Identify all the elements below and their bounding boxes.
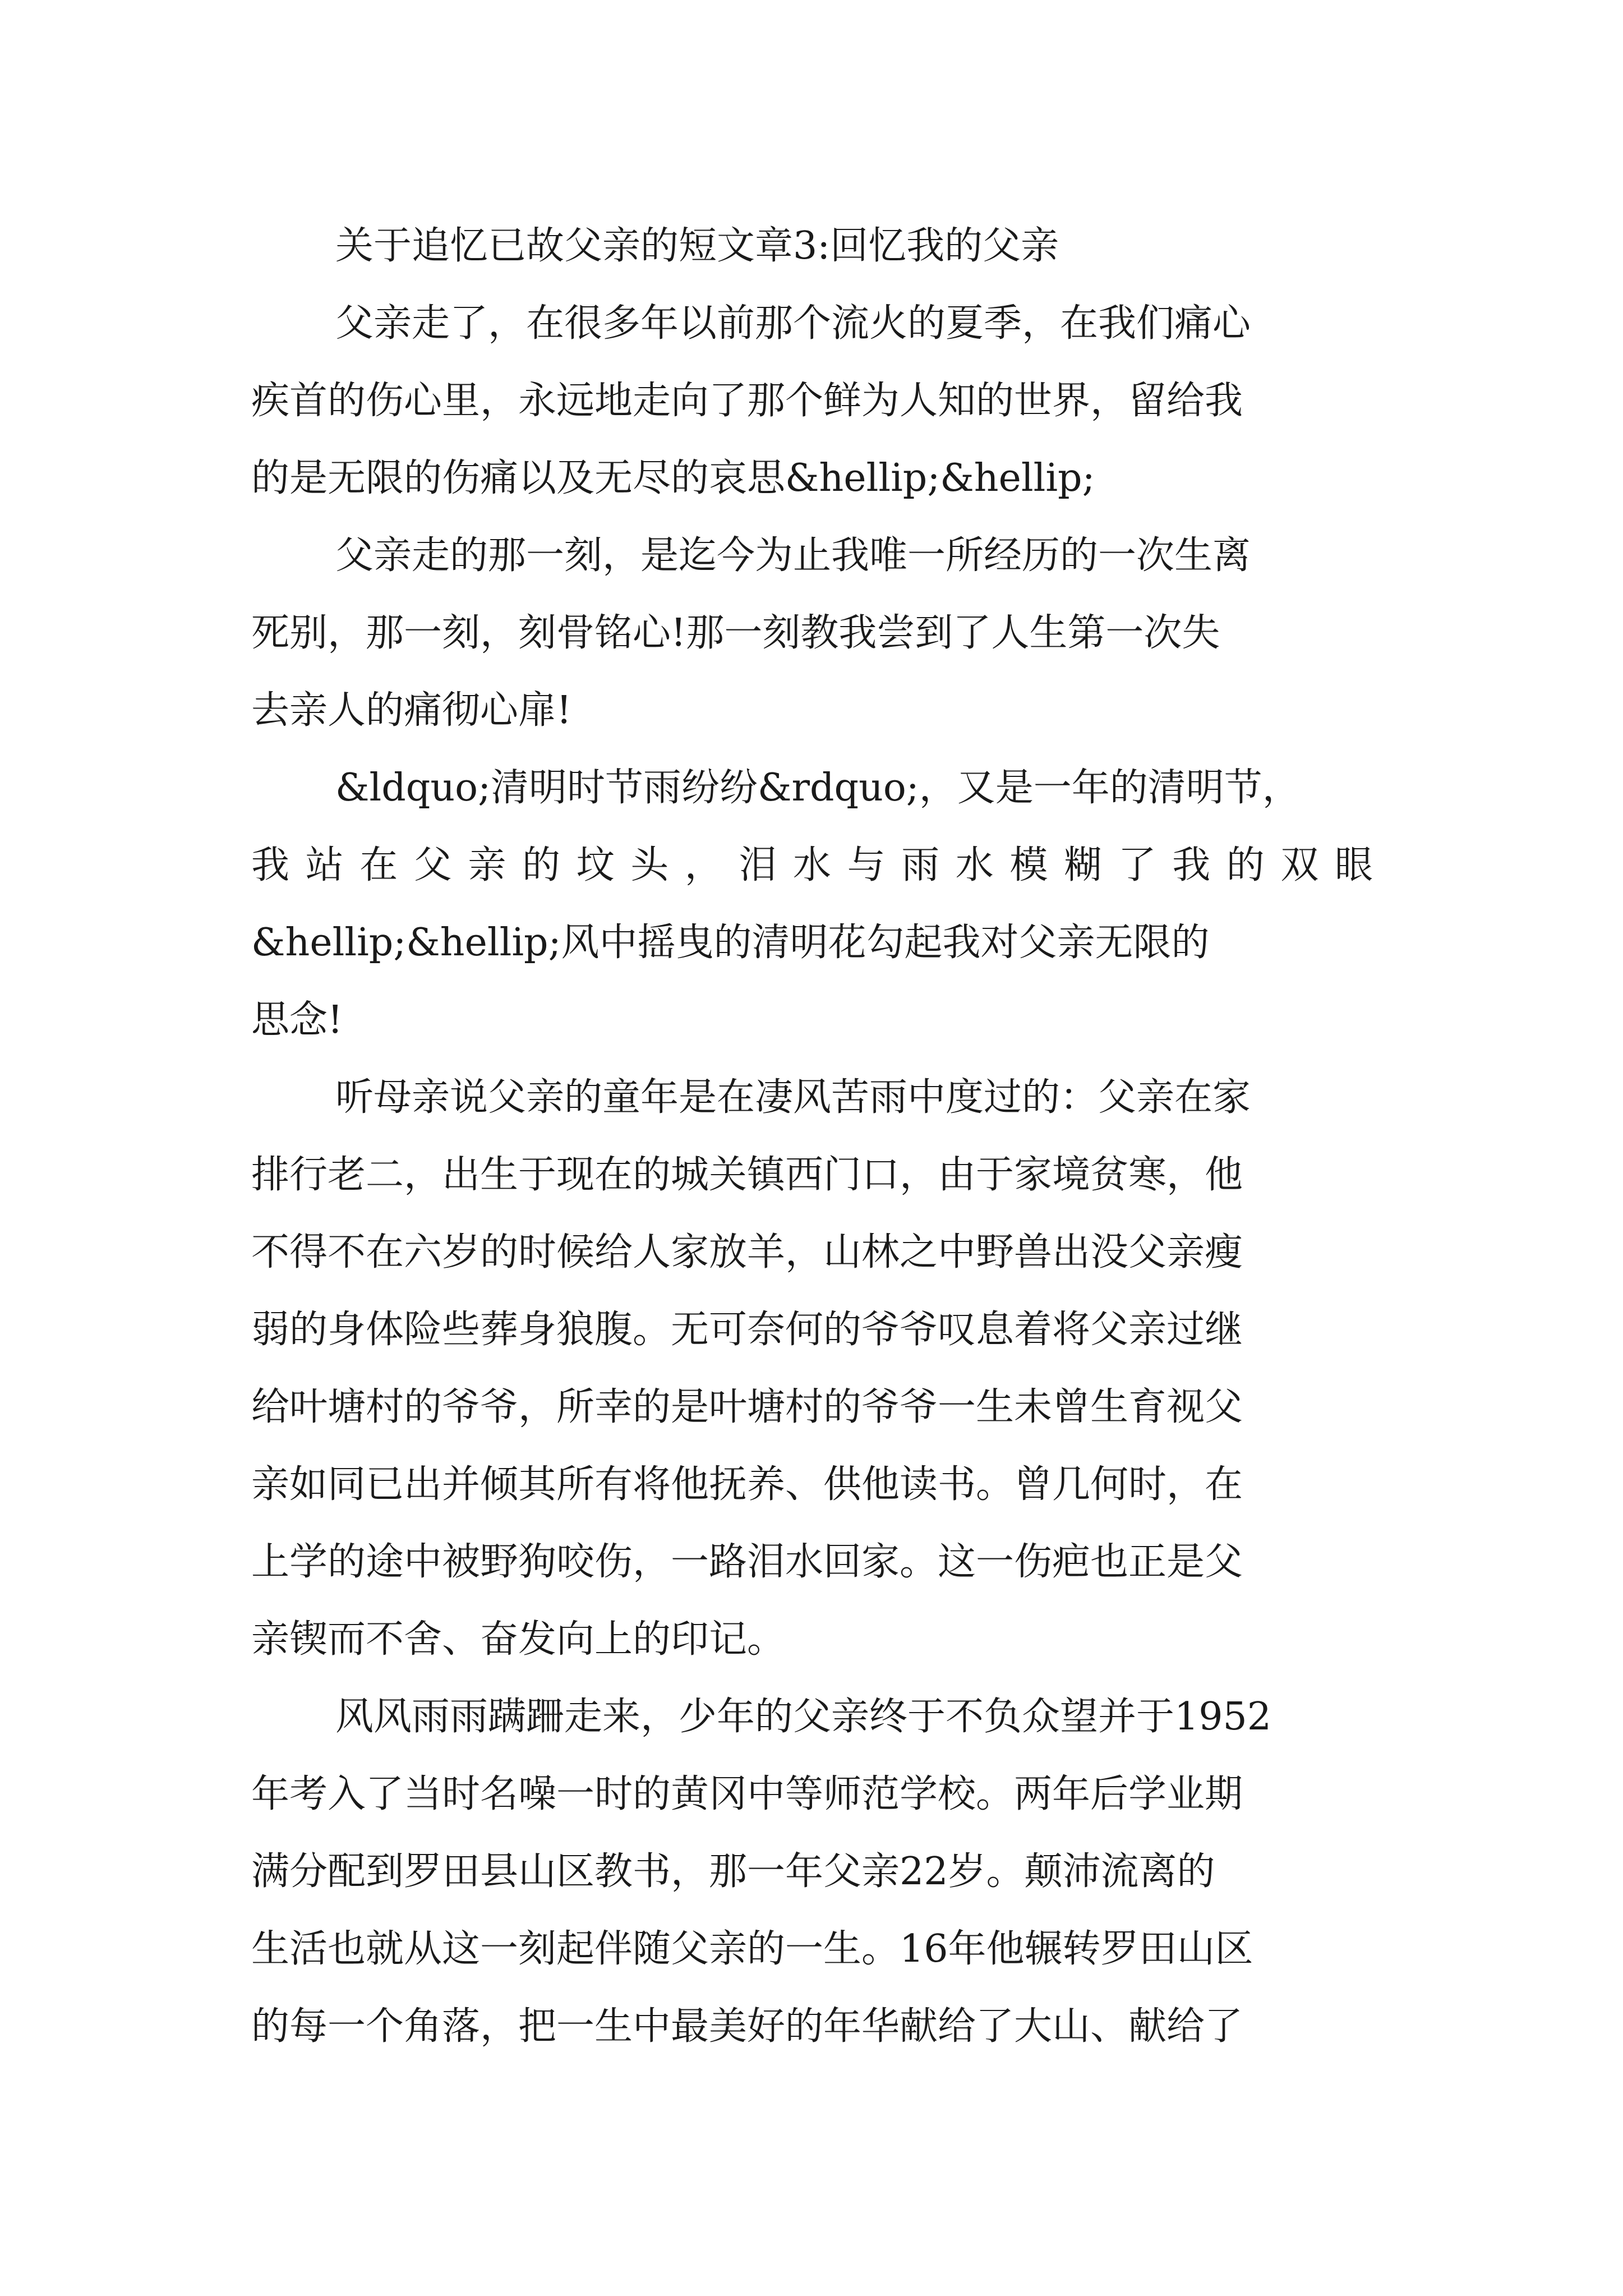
paragraph-4-line-2: 排行老二，出生于现在的城关镇西门口，由于家境贫寒，他 bbox=[251, 1153, 1243, 1197]
paragraph-4-line-5: 给叶塘村的爷爷，所幸的是叶塘村的爷爷一生未曾生育视父 bbox=[251, 1385, 1243, 1429]
paragraph-4-line-3: 不得不在六岁的时候给人家放羊，山林之中野兽出没父亲瘦 bbox=[251, 1230, 1243, 1274]
paragraph-4-line-1: 听母亲说父亲的童年是在凄风苦雨中度过的：父亲在家 bbox=[335, 1075, 1251, 1120]
paragraph-5-line-4: 生活也就从这一刻起伴随父亲的一生。16年他辗转罗田山区 bbox=[251, 1927, 1253, 1971]
paragraph-4-line-8: 亲锲而不舍、奋发向上的印记。 bbox=[251, 1617, 786, 1662]
paragraph-3-line-1: &ldquo;清明时节雨纷纷&rdquo;，又是一年的清明节， bbox=[335, 766, 1301, 810]
paragraph-2-line-2: 死别，那一刻，刻骨铭心!那一刻教我尝到了人生第一次失 bbox=[251, 611, 1220, 655]
paragraph-3-line-3: &hellip;&hellip;风中摇曳的清明花勾起我对父亲无限的 bbox=[251, 921, 1210, 965]
paragraph-5-line-1: 风风雨雨蹒跚走来，少年的父亲终于不负众望并于1952 bbox=[335, 1695, 1272, 1739]
paragraph-1-line-3: 的是无限的伤痛以及无尽的哀思&hellip;&hellip; bbox=[251, 456, 1095, 500]
article-body bbox=[251, 208, 1373, 2065]
paragraph-2-line-3: 去亲人的痛彻心扉! bbox=[251, 688, 572, 733]
paragraph-5-line-3: 满分配到罗田县山区教书，那一年父亲22岁。颠沛流离的 bbox=[251, 1849, 1215, 1894]
paragraph-1-line-1: 父亲走了，在很多年以前那个流火的夏季，在我们痛心 bbox=[335, 301, 1251, 346]
paragraph-1-line-2: 疾首的伤心里，永远地走向了那个鲜为人知的世界，留给我 bbox=[251, 379, 1243, 423]
paragraph-3-line-4: 思念! bbox=[251, 998, 343, 1042]
paragraph-4-line-6: 亲如同已出并倾其所有将他抚养、供他读书。曾几何时，在 bbox=[251, 1462, 1243, 1507]
paragraph-4-line-7: 上学的途中被野狗咬伤，一路泪水回家。这一伤疤也正是父 bbox=[251, 1540, 1243, 1584]
paragraph-4-line-4: 弱的身体险些葬身狼腹。无可奈何的爷爷叹息着将父亲过继 bbox=[251, 1308, 1243, 1352]
paragraph-2-line-1: 父亲走的那一刻，是迄今为止我唯一所经历的一次生离 bbox=[335, 533, 1251, 578]
paragraph-5-line-5: 的每一个角落，把一生中最美好的年华献给了大山、献给了 bbox=[251, 2004, 1243, 2049]
paragraph-5-line-2: 年考入了当时名噪一时的黄冈中等师范学校。两年后学业期 bbox=[251, 1772, 1243, 1816]
paragraph-3-line-2: 我站在父亲的坟头，泪水与雨水模糊了我的双眼 bbox=[251, 843, 1373, 887]
article-title: 关于追忆已故父亲的短文章3:回忆我的父亲 bbox=[335, 224, 1059, 268]
